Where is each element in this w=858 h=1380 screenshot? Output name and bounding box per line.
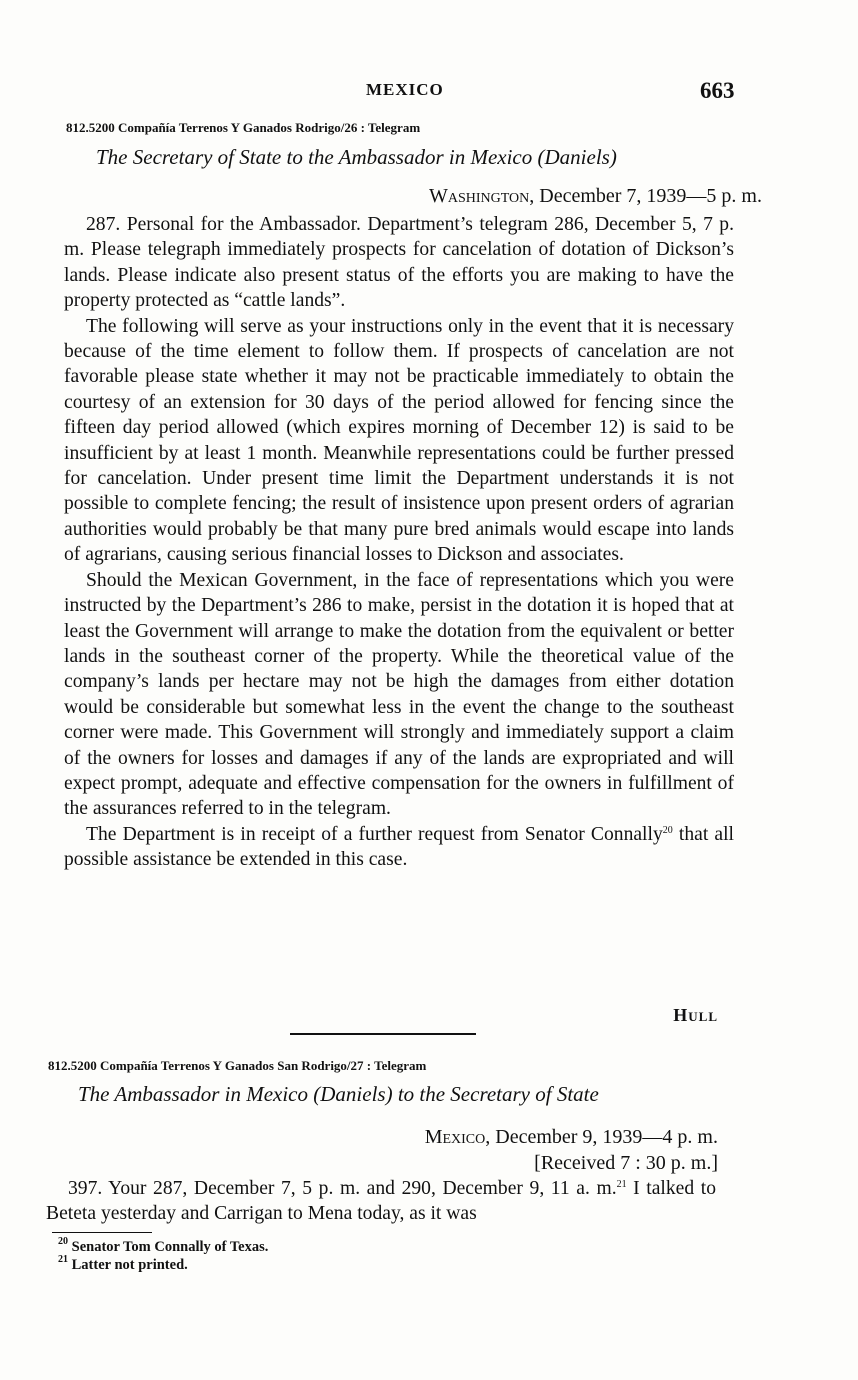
file-reference-1: 812.5200 Compañía Terrenos Y Ganados Rodrigo/26 : Telegram xyxy=(66,120,421,135)
footnotes xyxy=(58,1238,268,1274)
footnote-text: Latter not printed. xyxy=(68,1257,188,1273)
footnote-mark: 21 xyxy=(58,1254,68,1265)
document-title-2: The Ambassador in Mexico (Daniels) to the Secretary of State xyxy=(78,1082,599,1106)
file-reference-2: 812.5200 Compañía Terrenos Y Ganados San Rodrigo/27 : Telegram xyxy=(48,1058,427,1073)
footnote xyxy=(58,1256,268,1274)
paragraph-text: I talked to Beteta yesterday and Carrigan to Mena today, as it was xyxy=(46,1178,716,1225)
paragraph xyxy=(64,822,734,873)
footnote-ref: 20 xyxy=(662,824,673,836)
section-divider xyxy=(290,1033,476,1035)
telegram-body-2 xyxy=(46,1176,716,1227)
dateline-date-1: , December 7, 1939—5 p. m. xyxy=(529,185,762,207)
footnote-rule xyxy=(52,1232,152,1233)
received-time: [Received 7 : 30 p. m.] xyxy=(534,1152,718,1174)
paragraph: 287. Personal for the Ambassador. Department’s telegram 286, December 5, 7 p. m. Please telegraph immediately prospects for cancelation of dotation of Dickson’s lands. Please indicate also present status of the efforts you are making to have the property protected as “cattle lands”. xyxy=(64,214,734,312)
paragraph: The following will serve as your instructions only in the event that it is necessary because of the time element to follow them. If prospects of cancelation are not favorable please state whether it may not be practicable immediately to obtain the courtesy of an extension for 30 days of the period allowed for fencing since the fifteen day period allowed (which expires morning of December 12) is said to be insufficient by at least 1 month. Meanwhile representations could be further pressed for cancelation. Under present time limit the Department understands it is not possible to complete fencing; the result of insistence upon present orders of agrarian authorities would probably be that many pure bred animals would escape into lands of agrarians, causing serious financial losses to Dickson and associates. xyxy=(64,315,734,566)
paragraph-text: that all possible assistance be extended in this case. xyxy=(64,823,734,871)
document-title-1: The Secretary of State to the Ambassador in Mexico (Daniels) xyxy=(96,145,617,169)
footnote-mark: 20 xyxy=(58,1236,68,1247)
page-header xyxy=(0,78,858,108)
paragraph-text: The Department is in receipt of a further request from Senator Connally xyxy=(86,823,663,845)
paragraph xyxy=(46,1176,716,1227)
dateline-place-1: Washington xyxy=(428,185,530,207)
running-head: MEXICO xyxy=(366,80,444,99)
dateline-1 xyxy=(429,185,762,208)
dateline-2 xyxy=(425,1126,718,1149)
dateline-date-2: , December 9, 1939—4 p. m. xyxy=(485,1126,718,1148)
telegram-body-1 xyxy=(64,212,734,873)
dateline-place-2: Mexico xyxy=(424,1126,486,1148)
page-number: 663 xyxy=(700,78,735,103)
paragraph: Should the Mexican Government, in the face of representations which you were instructed by the Department’s 286 to make, persist in the dotation it is hoped that at least the Government will arrange to make the dotation from the equivalent or better lands in the southeast corner of the property. While the theoretical value of the company’s lands per hectare may not be high the damages from either dotation would be considerable but somewhat less in the event the change to the southeast corner were made. This Government will strongly and immediately support a claim of the owners for losses and damages if any of the lands are expropriated and will expect prompt, adequate and effective compensation for the owners in fulfillment of the assurances referred to in the telegram. xyxy=(64,569,734,820)
footnote-ref: 21 xyxy=(616,1179,627,1190)
footnote-text: Senator Tom Connally of Texas. xyxy=(68,1239,269,1255)
footnote xyxy=(58,1238,268,1256)
signature: Hull xyxy=(673,1005,718,1025)
paragraph-text: 397. Your 287, December 7, 5 p. m. and 290, December 9, 11 a. m. xyxy=(68,1178,617,1199)
